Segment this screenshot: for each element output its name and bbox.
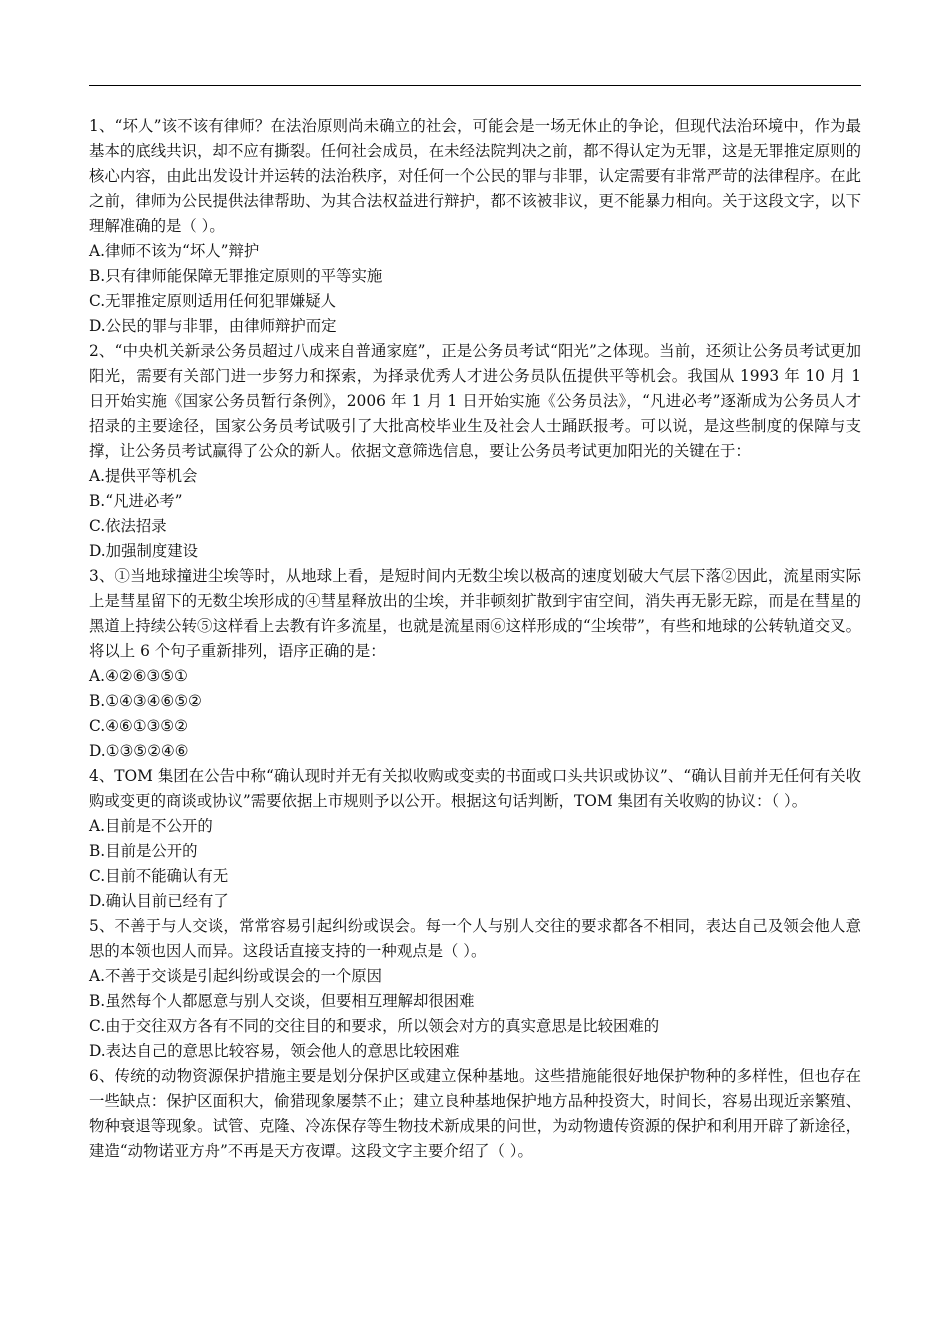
option-c: C.目前不能确认有无: [89, 867, 229, 885]
option-a: A.提供平等机会: [89, 467, 198, 485]
question-2: [89, 339, 861, 564]
question-list: [89, 114, 861, 1164]
option-list: [89, 814, 861, 914]
option-b: B.①④③④⑥⑤②: [89, 692, 202, 710]
question-stem: 3、①当地球撞进尘埃等时，从地球上看，是短时间内无数尘埃以极高的速度划破大气层下落②因此，流星雨实际上是彗星留下的无数尘埃形成的④彗星释放出的尘埃，并非顿刻扩散到宇宙空间，消失再无影无踪，而是在彗星的黑道上持续公转⑤这样看上去教有许多流星，也就是流星雨⑥这样形成的“尘埃带”，有些和地球的公转轨道交叉。将以上 6 个句子重新排列，语序正确的是：: [89, 567, 861, 660]
header-rule: [89, 85, 861, 86]
option-d: D.确认目前已经有了: [89, 892, 229, 910]
option-d: D.①③⑤②④⑥: [89, 742, 189, 760]
option-c: C.④⑥①③⑤②: [89, 717, 188, 735]
option-b: B.“凡进必考”: [89, 492, 183, 510]
option-b: B.只有律师能保障无罪推定原则的平等实施: [89, 267, 383, 285]
option-list: [89, 964, 861, 1064]
option-d: D.表达自己的意思比较容易，领会他人的意思比较困难: [89, 1042, 460, 1060]
option-a: A.目前是不公开的: [89, 817, 213, 835]
question-4: [89, 764, 861, 914]
option-a: A.不善于交谈是引起纠纷或误会的一个原因: [89, 967, 383, 985]
question-5: [89, 914, 861, 1064]
option-d: D.加强制度建设: [89, 542, 199, 560]
option-list: [89, 664, 861, 764]
option-a: A.律师不该为“坏人”辩护: [89, 242, 260, 260]
question-stem: 4、TOM 集团在公告中称“确认现时并无有关拟收购或变卖的书面或口头共识或协议”、“确认目前并无任何有关收购或变更的商谈或协议”需要依据上市规则予以公开。根据这句话判断，TOM 集团有关收购的协议：（ ）。: [89, 767, 861, 810]
option-b: B.虽然每个人都愿意与别人交谈，但要相互理解却很困难: [89, 992, 475, 1010]
option-b: B.目前是公开的: [89, 842, 198, 860]
option-d: D.公民的罪与非罪，由律师辩护而定: [89, 317, 337, 335]
question-stem: 5、不善于与人交谈，常常容易引起纠纷或误会。每一个人与别人交往的要求都各不相同，表达自己及领会他人意思的本领也因人而异。这段话直接支持的一种观点是（ ）。: [89, 917, 861, 960]
question-stem: 6、传统的动物资源保护措施主要是划分保护区或建立保种基地。这些措施能很好地保护物种的多样性，但也存在一些缺点：保护区面积大，偷猎现象屡禁不止；建立良种基地保护地方品种投资大，时间长，容易出现近亲繁殖、物种衰退等现象。试管、克隆、冷冻保存等生物技术新成果的问世，为动物遗传资源的保护和利用开辟了新途径，建造“动物诺亚方舟”不再是天方夜谭。这段文字主要介绍了（ ）。: [89, 1067, 861, 1160]
option-c: C.无罪推定原则适用任何犯罪嫌疑人: [89, 292, 336, 310]
option-list: [89, 239, 861, 339]
option-list: [89, 464, 861, 564]
question-stem: 2、“中央机关新录公务员超过八成来自普通家庭”，正是公务员考试“阳光”之体现。当前，还须让公务员考试更加阳光，需要有关部门进一步努力和探索，为择录优秀人才进公务员队伍提供平等机会。我国从 1993 年 10 月 1 日开始实施《国家公务员暂行条例》，2006 年 1 月 1 日开始实施《公务员法》，“凡进必考”逐渐成为公务员人才招录的主要途径，国家公务员考试吸引了大批高校毕业生及社会人士踊跃报考。可以说，是这些制度的保障与支撑，让公务员考试赢得了公众的新人。依据文意筛选信息，要让公务员考试更加阳光的关键在于：: [89, 342, 861, 460]
option-c: C.由于交往双方各有不同的交往目的和要求，所以领会对方的真实意思是比较困难的: [89, 1017, 660, 1035]
question-stem: 1、“坏人”该不该有律师？在法治原则尚未确立的社会，可能会是一场无休止的争论，但现代法治环境中，作为最基本的底线共识，却不应有撕裂。任何社会成员，在未经法院判决之前，都不得认定为无罪，这是无罪推定原则的核心内容，由此出发设计并运转的法治秩序，对任何一个公民的罪与非罪，认定需要有非常严苛的法律程序。在此之前，律师为公民提供法律帮助、为其合法权益进行辩护，都不该被非议，更不能暴力相向。关于这段文字，以下理解准确的是（ ）。: [89, 117, 861, 235]
option-a: A.④②⑥③⑤①: [89, 667, 188, 685]
question-3: [89, 564, 861, 764]
question-6: [89, 1064, 861, 1164]
question-1: [89, 114, 861, 339]
option-c: C.依法招录: [89, 517, 167, 535]
